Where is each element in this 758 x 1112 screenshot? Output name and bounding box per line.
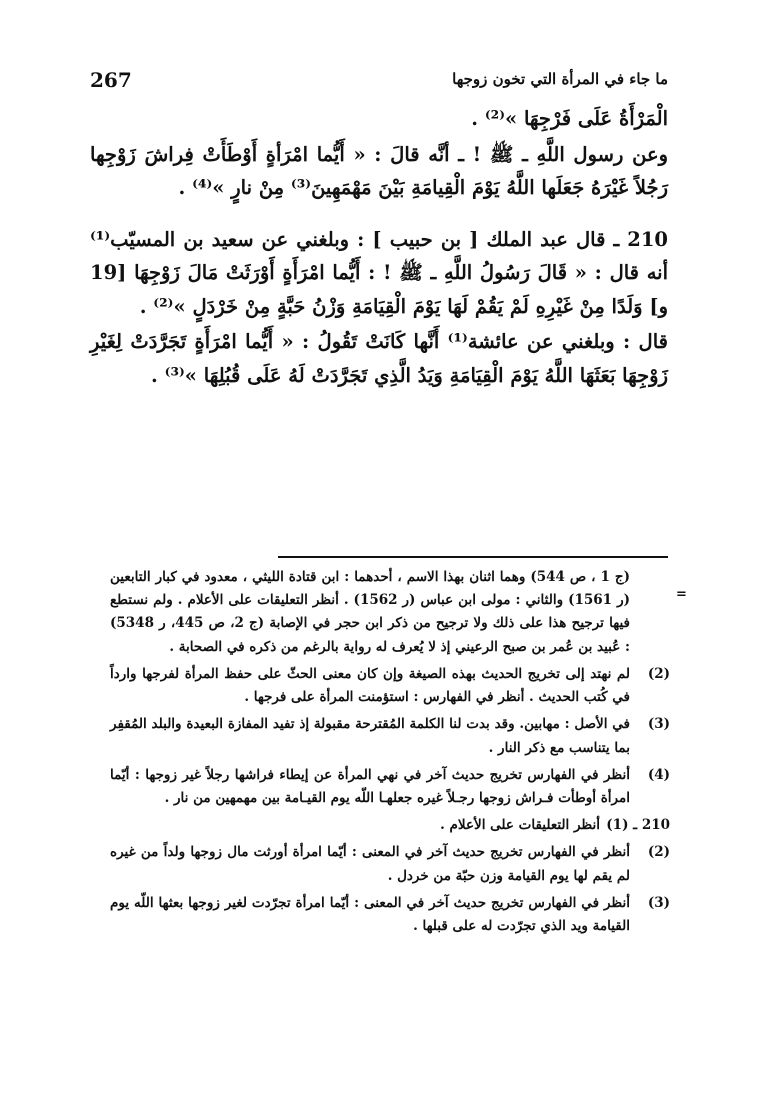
paragraph: وعن رسول اللَّهِ ـ ﷺ ! ـ أنَّه قالَ : « أَيُّما امْرَأةٍ أَوْطَأَتْ فِراشَ زَوْجِها رَجُلاً غَيْرَهُ جَعَلَها اللَّهُ يَوْمَ الْقِيامَةِ بَيْنَ مَهْمَهِينَ⁽³⁾ مِنْ نارٍ »⁽⁴⁾ . (90, 142, 668, 200)
footnote-text: أنظر التعليقات على الأعلام . (440, 817, 600, 834)
footnote (110, 814, 670, 837)
page-header (90, 68, 668, 98)
paragraph: 210 ـ قال عبد الملك [ بن حبيب ] : وبلغني عن سعيد بن المسيّب⁽¹⁾ أنه قال : « قَالَ رَسُولُ اللَّهِ ـ ﷺ ! : أَيُّما امْرَأَةٍ أَوْرَثَتْ مَالَ زَوْجِهَا [19 و] وَلَدًا مِنْ غَيْرِهِ لَمْ يَقُمْ لَهَا يَوْمَ الْقِيَامَةِ وَزْنُ حَبَّةٍ مِنْ خَرْدَلٍ »⁽²⁾ . (90, 227, 668, 318)
footnote (110, 892, 670, 938)
footnote-text: أنظر في الفهارس تخريج حديث آخر في المعنى : أيّما امرأة تجرّدت لغير زوجها بعثها اللّه يوم القيامة ويد الذي تجرّدت له على قبلها . (110, 894, 630, 935)
paragraph: قال : وبلغني عن عائشة⁽¹⁾ أَنَّها كَانَتْ تَقُولُ : « أَيُّما امْرَأَةٍ تَجَرَّدَتْ لِغَيْرِ زَوْجِهَا بَعَثَهَا اللَّهُ يَوْمَ الْقِيَامَةِ وَيَدُ الَّذِي تَجَرَّدَتْ لَهُ عَلَى قُبُلِهَا »⁽³⁾ . (90, 330, 668, 387)
footnote-label: (3) (647, 894, 670, 911)
footnote-separator (278, 556, 668, 558)
main-text (90, 102, 668, 392)
page-number: 267 (90, 68, 132, 92)
margin-mark: = (676, 587, 687, 602)
footnote-text: في الأصل : مهابين. وقد بدت لنا الكلمة المُقترحة مقبولة إذ تفيد المفازة البعيدة والبلد المُقفِر بما يتناسب مع ذكر النار . (110, 716, 630, 756)
footnote (110, 764, 670, 810)
footnote-text: أنظر في الفهارس تخريج حديث آخر في نهي المرأة عن إيطاء فراشها رجلاً غير زوجها : أيّما امرأة أوطأت فـراش زوجها رجـلاً غيره جعلهـا اللّه يوم القيـامة بين مهمهين من نار . (110, 766, 630, 806)
footnotes (110, 566, 670, 938)
footnote (110, 713, 670, 759)
footnote-text: لم نهتد إلى تخريج الحديث بهذه الصيغة وإن كان معنى الحثّ على حفظ المرأة لفرجها وارداً في كُتب الحديث . أنظر في الفهارس : استؤمنت المرأة على فرجها . (110, 665, 630, 706)
footnote (110, 841, 670, 887)
footnote-continuation: (ج 1 ، ص 544) وهما اثنان بهذا الاسم ، أحدهما : ابن قتادة الليثي ، معدود في كبار التابعين (ر 1561) والثاني : مولى ابن عباس (ر 1562) . أنظر التعليقات على الأعلام . ولم نستطع فيها ترجيح هذا على ذلك ولا ترجيح من ذكر ابن حجر في الإصابة (ج 2، ص 445، ر 5348) : عُبيد بن عُمر بن صبح الرعيني إذ لا يُعرف له رواية بالرغم من ذكره في الصحابة . (110, 569, 630, 655)
footnote-label: (2) (647, 665, 670, 682)
running-title: ما جاء في المرأة التي تخون زوجها (452, 70, 668, 88)
footnote-label: 210 ـ (1) (606, 817, 670, 834)
paragraph: الْمَرْأَةُ عَلَى فَرْجِهَا »⁽²⁾ . (471, 107, 668, 130)
footnote-label: (3) (647, 716, 670, 733)
footnote (110, 663, 670, 709)
footnote-label: (4) (647, 766, 670, 783)
footnote-text: أنظر في الفهارس تخريج حديث آخر في المعنى : أيّما امرأة أورثت مال زوجها ولداً من غيره لم يقم لها يوم القيامة وزن حبّة من خردل . (110, 844, 630, 884)
footnote-label: (2) (647, 844, 670, 861)
